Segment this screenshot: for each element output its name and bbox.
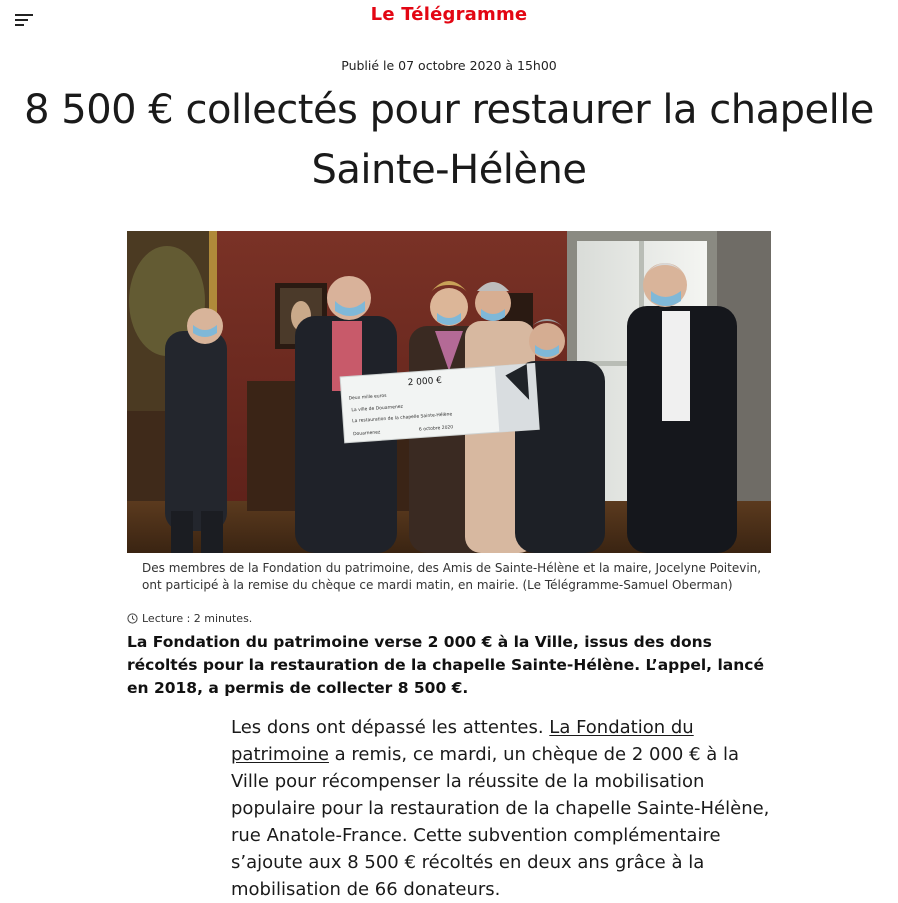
- article-title-line1: 8 500 € collectés pour restaurer la chapelle: [24, 87, 874, 133]
- article-lead: La Fondation du patrimoine verse 2 000 € à la Ville, issus des dons récoltés pour la restauration de la chapelle Sainte-Hélène. L’appel, lancé en 2018, a permis de collecter 8 500 €.: [127, 633, 764, 697]
- article-photo[interactable]: [127, 231, 771, 553]
- article-body-paragraph: [231, 714, 771, 903]
- cheque-date: 6 octobre 2020: [418, 425, 454, 433]
- article-title-line2: Sainte-Hélène: [311, 147, 587, 193]
- site-logo[interactable]: Le Télégramme: [370, 4, 528, 25]
- reading-time-text: Lecture : 2 minutes.: [142, 611, 253, 625]
- body-text-start: Les dons ont dépassé les attentes.: [231, 717, 550, 738]
- cheque-place: Douarnenez: [352, 430, 381, 438]
- body-text-end: a remis, ce mardi, un chèque de 2 000 € à la Ville pour récompenser la réussite de la mobilisation populaire pour la restauration de la chapelle Sainte-Hélène, rue Anatole-France. Cette subvention complémentaire s’ajoute aux 8 500 € récoltés en deux ans grâce à la mobilisation de 66 donateurs.: [231, 744, 770, 900]
- fondation-patrimoine-link[interactable]: La Fondation du patrimoine: [231, 717, 694, 765]
- reading-time: [127, 610, 252, 626]
- cheque-line3: La restauration de la chapelle Sainte-Hélène: [352, 412, 453, 425]
- publication-date: Publié le 07 octobre 2020 à 15h00: [341, 58, 557, 73]
- top-bar: [0, 0, 898, 40]
- clock-icon: [127, 613, 138, 624]
- cheque-line1: Deux mille euros: [348, 393, 387, 402]
- cheque-line2: La ville de Douarnenez: [351, 404, 404, 414]
- cheque-amount: 2 000 €: [407, 375, 443, 389]
- article-title: [0, 80, 898, 200]
- photo-caption: Des membres de la Fondation du patrimoine, des Amis de Sainte-Hélène et la maire, Jocelyne Poitevin, ont participé à la remise du chèque ce mardi matin, en mairie. (Le Télégramme-Samuel Oberman): [142, 561, 762, 592]
